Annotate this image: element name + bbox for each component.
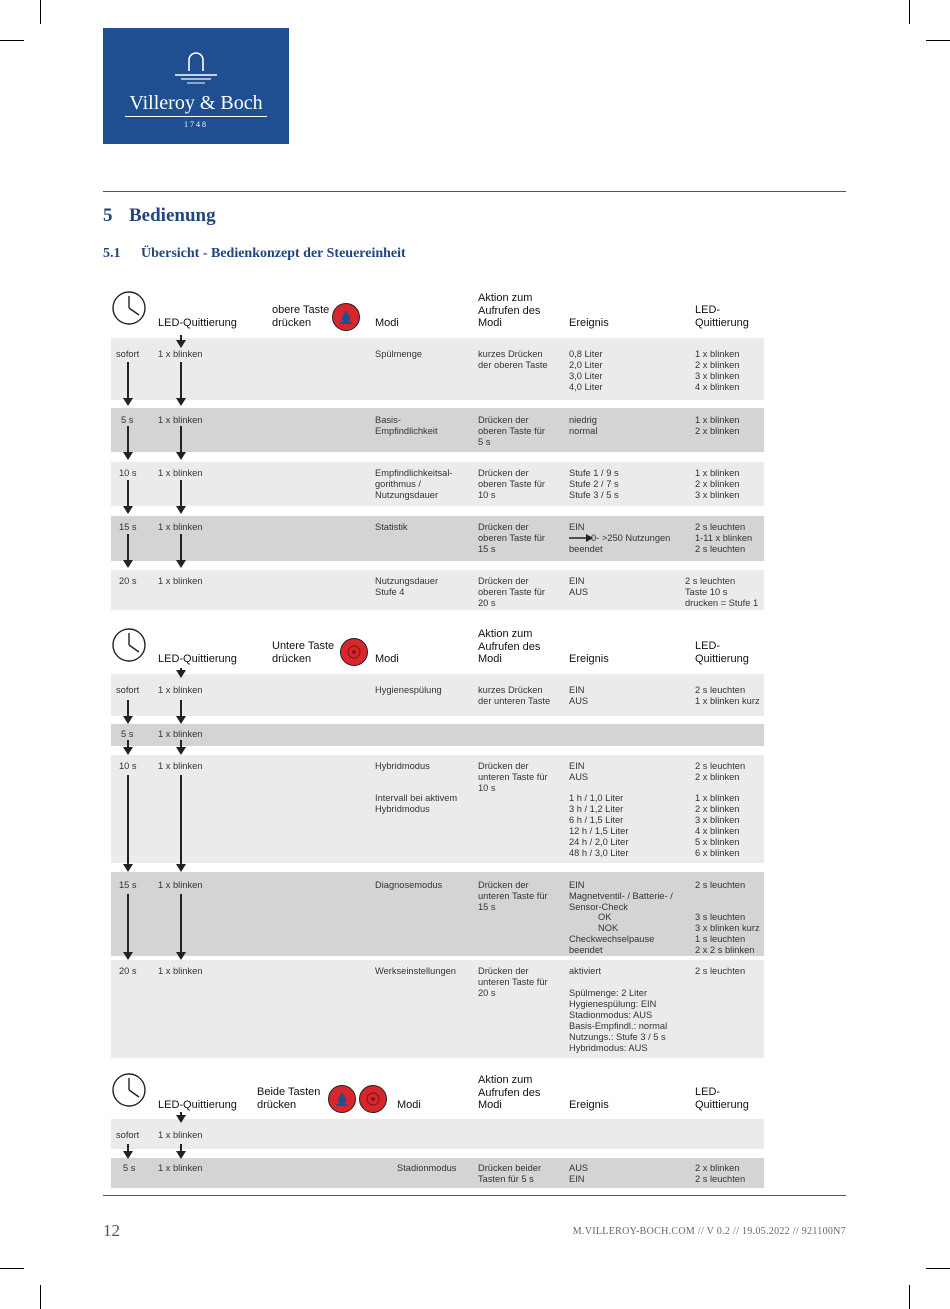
footer-info: M.VILLEROY-BOCH.COM // V 0.2 // 19.05.2022 // 921100N7 [572,1226,846,1237]
row-modi: Hygienespülung [375,685,442,695]
clock-icon [111,627,147,663]
crop-mark [926,1268,950,1269]
row-aktion: Drücken der oberen Taste für 15 s [478,522,546,554]
header-led2: LED- Quittierung [695,1086,749,1111]
down-arrow-icon [123,1151,133,1159]
row-ereignis: EIN Magnetventil- / Batterie- / Sensor-Check [569,880,673,912]
row-ereignis: 0- >250 Nutzungen [591,533,671,543]
timeline-line [127,894,129,953]
row-time: 15 s [119,880,137,890]
row-modi: Werkseinstellungen [375,966,456,976]
row-aktion: Drücken der oberen Taste für 5 s [478,415,546,447]
header-aktion: Aktion zum Aufrufen des Modi [478,1074,541,1111]
timeline-line [127,775,129,865]
row-ereignis: Spülmenge: 2 Liter Hygienespülung: EIN Stadionmodus: AUS Basis-Empfindl.: normal Nutzungs.: Stufe 3 / 5 s Hybridmodus: AUS [569,988,668,1053]
row-modi: Stadionmodus [397,1163,457,1173]
top-rule [103,191,846,192]
timeline-line [180,534,182,560]
brand-logo [103,28,289,144]
header-modi: Modi [375,653,399,665]
row-led2: 3 s leuchten 3 x blinken kurz 1 s leuchten 2 x 2 s blinken [695,912,760,955]
row-led: 1 x blinken [158,415,203,425]
row-led2: 2 s leuchten 1 x blinken kurz [695,685,760,706]
row-ereignis: 0,8 Liter 2,0 Liter 3,0 Liter 4,0 Liter [569,349,603,392]
page-number: 12 [103,1221,120,1240]
row-modi: Statistik [375,522,408,532]
row-time: 10 s [119,468,137,478]
upper-button-icon [331,302,361,332]
header-led: LED-Quittierung [158,1099,237,1111]
row-led: 1 x blinken [158,349,203,359]
row-time: 5 s [121,729,134,739]
down-arrow-icon [123,506,133,514]
timeline-line [180,426,182,452]
header-modi: Modi [397,1099,421,1111]
row-led: 1 x blinken [158,729,203,739]
section-title: Bedienung [129,205,216,226]
down-arrow-icon [176,747,186,755]
header-aktion: Aktion zum Aufrufen des Modi [478,292,541,329]
down-arrow-icon [176,398,186,406]
row-led: 1 x blinken [158,685,203,695]
row-time: 20 s [119,576,137,586]
header-taste: Beide Tasten drücken [257,1086,321,1111]
row-led2: 2 s leuchten 2 x blinken [695,761,746,782]
table-row [111,338,764,400]
lower-button-icon [339,637,369,667]
row-ereignis: EIN AUS [569,761,589,782]
row-ereignis: aktiviert [569,966,602,976]
upper-button-icon [327,1084,357,1114]
row-time: 5 s [121,415,134,425]
row-led: 1 x blinken [158,1163,203,1173]
crop-mark [909,1285,910,1309]
section-heading [103,205,216,227]
down-arrow-icon [176,1115,186,1123]
row-modi: Basis- Empfindlichkeit [375,415,438,436]
logo-mark-icon [103,38,289,88]
down-arrow-icon [123,864,133,872]
subsection-heading [103,246,406,262]
down-arrow-icon [123,747,133,755]
down-arrow-icon [176,716,186,724]
row-time: sofort [116,1130,140,1140]
row-modi: Spülmenge [375,349,423,359]
timeline-line [180,362,182,398]
timeline-line [180,894,182,953]
row-ereignis: AUS EIN [569,1163,589,1184]
timeline-line [127,700,129,717]
subsection-title: Übersicht - Bedienkonzept der Steuereinheit [141,246,406,261]
row-ereignis: EIN AUS [569,685,589,706]
row-ereignis: niedrig normal [569,415,598,436]
row-led2: 2 s leuchten 1-11 x blinken 2 s leuchten [695,522,753,554]
row-aktion: kurzes Drücken der oberen Taste [478,349,548,370]
row-ereignis: Stufe 1 / 9 s Stufe 2 / 7 s Stufe 3 / 5 s [569,468,619,500]
header-led2: LED- Quittierung [695,304,749,329]
row-time: 15 s [119,522,137,532]
down-arrow-icon [176,560,186,568]
crop-mark [40,1285,41,1309]
row-time: 20 s [119,966,137,976]
down-arrow-icon [123,560,133,568]
row-led: 1 x blinken [158,522,203,532]
row-modi: Empfindlichkeitsal- gorithmus / Nutzungsdauer [375,468,453,500]
header-led2: LED- Quittierung [695,640,749,665]
header-aktion: Aktion zum Aufrufen des Modi [478,628,541,665]
down-arrow-icon [176,452,186,460]
crop-mark [926,40,950,41]
crop-mark [909,0,910,24]
lower-button-icon [358,1084,388,1114]
crop-mark [0,1268,24,1269]
row-ereignis: OK NOK [598,912,619,933]
header-taste: obere Taste drücken [272,304,330,329]
row-aktion: Drücken der unteren Taste für 15 s [478,880,548,912]
row-ereignis: beendet [569,544,603,554]
row-led: 1 x blinken [158,1130,203,1140]
timeline-line [180,775,182,865]
row-time: sofort [116,349,140,359]
down-arrow-icon [176,864,186,872]
row-led2: 2 x blinken 2 s leuchten [695,1163,746,1184]
header-led: LED-Quittierung [158,317,237,329]
down-arrow-icon [123,452,133,460]
row-led2: 1 x blinken 2 x blinken [695,415,740,436]
row-led: 1 x blinken [158,468,203,478]
header-taste: Untere Taste drücken [272,640,335,665]
row-led2: 1 x blinken 2 x blinken 3 x blinken [695,468,740,500]
row-modi: Hybridmodus [375,761,430,771]
right-arrow-icon [569,534,593,542]
row-ereignis: EIN AUS [569,576,589,597]
brand-underline [125,116,267,117]
row-aktion: Drücken der oberen Taste für 20 s [478,576,546,608]
header-ereignis: Ereignis [569,653,609,665]
timeline-line [180,700,182,717]
down-arrow-icon [123,952,133,960]
row-led2: 1 x blinken 2 x blinken 3 x blinken 4 x blinken [695,349,740,392]
row-ereignis: 1 h / 1,0 Liter 3 h / 1,2 Liter 6 h / 1,5 Liter 12 h / 1,5 Liter 24 h / 2,0 Liter 48 h / 3,0 Liter [569,793,629,858]
row-led2: 2 s leuchten [695,880,746,890]
row-led: 1 x blinken [158,761,203,771]
crop-mark [40,0,41,24]
down-arrow-icon [123,716,133,724]
header-modi: Modi [375,317,399,329]
brand-name: Villeroy & Boch [129,92,263,114]
row-ereignis: EIN [569,522,585,532]
row-led2: 1 x blinken 2 x blinken 3 x blinken 4 x blinken 5 x blinken 6 x blinken [695,793,740,858]
header-ereignis: Ereignis [569,317,609,329]
row-led: 1 x blinken [158,576,203,586]
row-modi: Intervall bei aktivem Hybridmodus [375,793,458,814]
timeline-line [127,426,129,452]
row-aktion: Drücken der unteren Taste für 10 s [478,761,548,793]
row-time: 10 s [119,761,137,771]
subsection-number: 5.1 [103,246,121,261]
timeline-line [180,480,182,506]
row-aktion: kurzes Drücken der unteren Taste [478,685,551,706]
row-modi: Nutzungsdauer Stufe 4 [375,576,439,597]
row-aktion: Drücken der unteren Taste für 20 s [478,966,548,998]
brand-year: 1748 [184,120,208,129]
down-arrow-icon [176,1151,186,1159]
table-row [111,1119,764,1149]
down-arrow-icon [176,952,186,960]
row-led: 1 x blinken [158,880,203,890]
header-led: LED-Quittierung [158,653,237,665]
clock-icon [111,290,147,326]
timeline-line [127,480,129,506]
header-ereignis: Ereignis [569,1099,609,1111]
timeline-line [127,534,129,560]
row-aktion: Drücken beider Tasten für 5 s [478,1163,542,1184]
table-row [111,724,764,746]
row-aktion: Drücken der oberen Taste für 10 s [478,468,546,500]
row-ereignis: Checkwechselpause beendet [569,934,655,955]
row-led: 1 x blinken [158,966,203,976]
row-time: 5 s [123,1163,136,1173]
crop-mark [0,40,24,41]
bottom-rule [103,1195,846,1196]
row-time: sofort [116,685,140,695]
clock-icon [111,1072,147,1108]
down-arrow-icon [123,398,133,406]
section-number: 5 [103,205,113,226]
down-arrow-icon [176,340,186,348]
row-modi: Diagnosemodus [375,880,443,890]
row-led2: 2 s leuchten Taste 10 s drucken = Stufe 1 [685,576,759,608]
row-led2: 2 s leuchten [695,966,746,976]
timeline-line [127,362,129,398]
down-arrow-icon [176,506,186,514]
down-arrow-icon [176,670,186,678]
